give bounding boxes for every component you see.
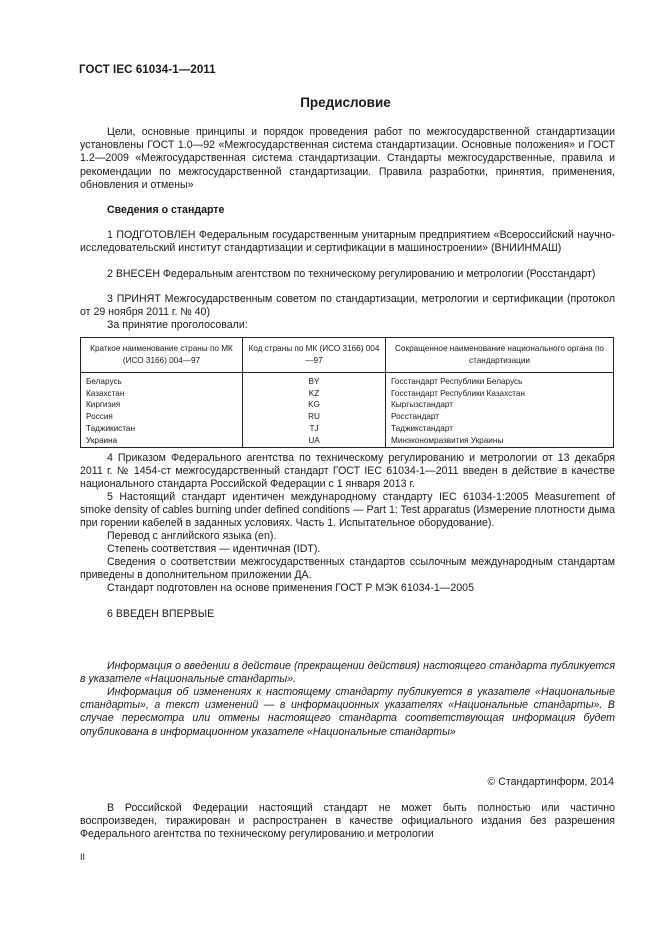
table-row xyxy=(81,423,614,435)
body-cell: Таджикстандарт xyxy=(386,423,614,435)
table-header-body: Сокращенное наименование национального органа по стандартизации xyxy=(386,338,614,373)
body-cell: Росстандарт xyxy=(386,411,614,423)
table-header-code: Код страны по МК (ИСО 3166) 004—97 xyxy=(243,338,386,373)
table-header-row xyxy=(81,338,614,373)
table-header-country: Краткое наименование страны по МК (ИСО 3166) 004—97 xyxy=(81,338,243,373)
code-cell: BY xyxy=(243,373,386,388)
country-cell: Киргизия xyxy=(81,399,243,411)
code-cell: KG xyxy=(243,399,386,411)
references-note: Сведения о соответствии межгосударственных стандартов ссылочным международным стандартам приведены в дополнительном приложении ДА. xyxy=(80,556,615,582)
section-heading: Сведения о стандарте xyxy=(107,204,225,216)
voted-label: За принятие проголосовали: xyxy=(107,319,248,331)
table-row xyxy=(81,388,614,400)
reproduction-notice: В Российской Федерации настоящий стандарт не может быть полностью или частично воспроизведен, тиражирован и распространен в качестве официального издания без разрешения Федерального агентства по техническому регулированию и метрологии xyxy=(80,802,615,841)
country-cell: Россия xyxy=(81,411,243,423)
code-cell: KZ xyxy=(243,388,386,400)
table-row xyxy=(81,399,614,411)
intro-paragraph: Цели, основные принципы и порядок проведения работ по межгосударственной стандартизации установлены ГОСТ 1.0—92 «Межгосударственная система стандартизации. Основные положения» и ГОСТ 1.2—2009 «Межгосударственная система стандартизации. Стандарты межгосударственные, правила и рекомендации по межгосударственной стандартизации. Правила разработки, принятия, применения, обновления и отмены» xyxy=(80,126,615,191)
item-enacted: 4 Приказом Федерального агентства по техническому регулированию и метрологии от 13 декабря 2011 г. № 1454-ст межгосударственный стандарт ГОСТ IEC 61034-1—2011 введен в действие в качестве национального стандарта Российской Федерации с 1 января 2013 г. xyxy=(80,452,615,491)
item-adopted: 3 ПРИНЯТ Межгосударственным советом по стандартизации, метрологии и сертификации (протокол от 29 ноября 2011 г. № 40) xyxy=(80,293,615,319)
code-cell: UA xyxy=(243,435,386,448)
voting-table xyxy=(80,337,614,448)
body-cell: Минэкономразвития Украины xyxy=(386,435,614,448)
document-id: ГОСТ IEC 61034-1—2011 xyxy=(79,64,216,76)
translation-note: Перевод с английского языка (en). xyxy=(107,530,277,542)
code-cell: RU xyxy=(243,411,386,423)
info-publication: Информация о введении в действие (прекращении действия) настоящего стандарта публикуется в указателе «Национальные стандарты». xyxy=(80,660,615,686)
body-cell: Кыргызстандарт xyxy=(386,399,614,411)
item-identical: 5 Настоящий стандарт идентичен международному стандарту IEC 61034-1:2005 Measurement of smoke density of cables burning under defined conditions — Part 1: Test apparatus (Измерение плотности дыма при горении кабелей в заданных условиях. Часть 1. Испытательное оборудование). xyxy=(80,491,615,530)
table-row xyxy=(81,435,614,448)
conformity-note: Степень соответствия — идентичная (IDT). xyxy=(107,543,321,555)
country-cell: Казахстан xyxy=(81,388,243,400)
body-cell: Госстандарт Республики Казахстан xyxy=(386,388,614,400)
country-cell: Беларусь xyxy=(81,373,243,388)
body-cell: Госстандарт Республики Беларусь xyxy=(386,373,614,388)
table-row xyxy=(81,373,614,388)
page-number: II xyxy=(80,852,86,862)
page-title: Предисловие xyxy=(300,95,391,110)
table-row xyxy=(81,411,614,423)
code-cell: TJ xyxy=(243,423,386,435)
country-cell: Таджикистан xyxy=(81,423,243,435)
copyright: © Стандартинформ, 2014 xyxy=(487,776,614,788)
item-prepared: 1 ПОДГОТОВЛЕН Федеральным государственным унитарным предприятием «Всероссийский научно-исследовательский институт стандартизации и сертификации в машиностроении» (ВНИИНМАШ) xyxy=(80,229,615,255)
item-introduced: 2 ВНЕСЕН Федеральным агентством по техническому регулированию и метрологии (Росстандарт) xyxy=(107,268,596,280)
country-cell: Украина xyxy=(81,435,243,448)
basis-note: Стандарт подготовлен на основе применения ГОСТ Р МЭК 61034-1—2005 xyxy=(107,582,474,594)
info-changes: Информация об изменениях к настоящему стандарту публикуется в указателе «Национальные стандарты», а текст изменений — в информационных указателях «Национальные стандарты». В случае пересмотра или отмены настоящего стандарта соответствующая информация будет опубликована в информационном указателе «Национальные стандарты» xyxy=(80,686,615,738)
item-first-introduced: 6 ВВЕДЕН ВПЕРВЫЕ xyxy=(107,608,215,620)
